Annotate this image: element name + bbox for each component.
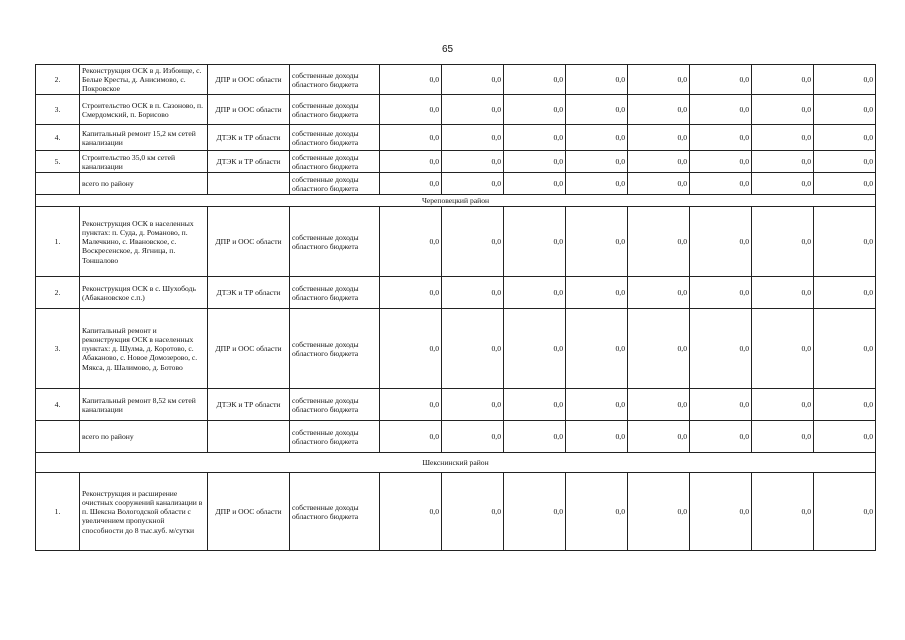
value-cell: 0,0 — [814, 95, 876, 125]
value-cell: 0,0 — [380, 125, 442, 151]
responsible-executor: ДПР и ООС области — [208, 207, 290, 277]
value-cell: 0,0 — [752, 277, 814, 309]
value-cell: 0,0 — [380, 389, 442, 421]
value-cell: 0,0 — [752, 65, 814, 95]
value-cell: 0,0 — [628, 125, 690, 151]
row-number — [36, 421, 80, 453]
district-header-row — [36, 453, 876, 473]
value-cell: 0,0 — [442, 421, 504, 453]
value-cell: 0,0 — [628, 309, 690, 389]
value-cell: 0,0 — [690, 309, 752, 389]
table-row — [36, 65, 876, 95]
value-cell: 0,0 — [566, 173, 628, 195]
value-cell: 0,0 — [752, 95, 814, 125]
table-row — [36, 95, 876, 125]
value-cell: 0,0 — [814, 473, 876, 551]
value-cell: 0,0 — [504, 125, 566, 151]
value-cell: 0,0 — [628, 151, 690, 173]
responsible-executor: ДТЭК и ТР области — [208, 151, 290, 173]
value-cell: 0,0 — [628, 277, 690, 309]
value-cell: 0,0 — [566, 309, 628, 389]
responsible-executor: ДПР и ООС области — [208, 95, 290, 125]
value-cell: 0,0 — [566, 389, 628, 421]
project-name: Реконструкция ОСК в с. Шухободь (Абакановское с.п.) — [80, 277, 208, 309]
project-name: всего по району — [80, 173, 208, 195]
value-cell: 0,0 — [380, 309, 442, 389]
district-title: Череповецкий район — [36, 195, 876, 207]
value-cell: 0,0 — [504, 207, 566, 277]
value-cell: 0,0 — [690, 65, 752, 95]
value-cell: 0,0 — [628, 207, 690, 277]
district-title: Шекснинский район — [36, 453, 876, 473]
value-cell: 0,0 — [566, 125, 628, 151]
row-number: 5. — [36, 151, 80, 173]
row-number: 3. — [36, 309, 80, 389]
funding-source: собственные доходы областного бюджета — [290, 125, 380, 151]
value-cell: 0,0 — [504, 309, 566, 389]
value-cell: 0,0 — [752, 125, 814, 151]
value-cell: 0,0 — [442, 389, 504, 421]
value-cell: 0,0 — [628, 421, 690, 453]
value-cell: 0,0 — [442, 473, 504, 551]
value-cell: 0,0 — [814, 277, 876, 309]
value-cell: 0,0 — [504, 473, 566, 551]
row-number: 3. — [36, 95, 80, 125]
funding-source: собственные доходы областного бюджета — [290, 277, 380, 309]
table-row — [36, 277, 876, 309]
row-number: 4. — [36, 389, 80, 421]
table-row — [36, 389, 876, 421]
page-number: 65 — [442, 44, 454, 55]
value-cell: 0,0 — [566, 473, 628, 551]
value-cell: 0,0 — [380, 173, 442, 195]
value-cell: 0,0 — [504, 421, 566, 453]
responsible-executor — [208, 421, 290, 453]
value-cell: 0,0 — [628, 173, 690, 195]
project-name: Капитальный ремонт 15,2 км сетей канализации — [80, 125, 208, 151]
value-cell: 0,0 — [628, 65, 690, 95]
value-cell: 0,0 — [442, 173, 504, 195]
value-cell: 0,0 — [442, 277, 504, 309]
budget-table — [35, 64, 876, 551]
value-cell: 0,0 — [566, 151, 628, 173]
table-row — [36, 309, 876, 389]
value-cell: 0,0 — [690, 473, 752, 551]
row-number — [36, 173, 80, 195]
value-cell: 0,0 — [814, 125, 876, 151]
row-number: 1. — [36, 207, 80, 277]
table-row — [36, 151, 876, 173]
responsible-executor: ДТЭК и ТР области — [208, 389, 290, 421]
project-name: Реконструкция ОСК в д. Избоище, с. Белые Кресты, д. Анисимово, с. Покровское — [80, 65, 208, 95]
value-cell: 0,0 — [380, 151, 442, 173]
value-cell: 0,0 — [752, 309, 814, 389]
value-cell: 0,0 — [380, 207, 442, 277]
value-cell: 0,0 — [380, 473, 442, 551]
row-number: 2. — [36, 277, 80, 309]
value-cell: 0,0 — [690, 95, 752, 125]
value-cell: 0,0 — [814, 173, 876, 195]
value-cell: 0,0 — [628, 95, 690, 125]
responsible-executor: ДПР и ООС области — [208, 309, 290, 389]
value-cell: 0,0 — [814, 421, 876, 453]
responsible-executor: ДПР и ООС области — [208, 65, 290, 95]
value-cell: 0,0 — [442, 125, 504, 151]
value-cell: 0,0 — [380, 421, 442, 453]
value-cell: 0,0 — [442, 151, 504, 173]
value-cell: 0,0 — [566, 421, 628, 453]
project-name: Капитальный ремонт 8,52 км сетей канализации — [80, 389, 208, 421]
value-cell: 0,0 — [690, 207, 752, 277]
responsible-executor: ДТЭК и ТР области — [208, 125, 290, 151]
funding-source: собственные доходы областного бюджета — [290, 207, 380, 277]
project-name: Строительство 35,0 км сетей канализации — [80, 151, 208, 173]
table-row — [36, 421, 876, 453]
value-cell: 0,0 — [380, 65, 442, 95]
value-cell: 0,0 — [814, 389, 876, 421]
value-cell: 0,0 — [442, 65, 504, 95]
funding-source: собственные доходы областного бюджета — [290, 473, 380, 551]
funding-source: собственные доходы областного бюджета — [290, 65, 380, 95]
value-cell: 0,0 — [752, 389, 814, 421]
value-cell: 0,0 — [566, 207, 628, 277]
value-cell: 0,0 — [628, 473, 690, 551]
project-name: Строительство ОСК в п. Сазоново, п. Смердомский, п. Борисово — [80, 95, 208, 125]
value-cell: 0,0 — [690, 151, 752, 173]
funding-source: собственные доходы областного бюджета — [290, 309, 380, 389]
row-number: 2. — [36, 65, 80, 95]
funding-source: собственные доходы областного бюджета — [290, 389, 380, 421]
table-row — [36, 473, 876, 551]
value-cell: 0,0 — [690, 389, 752, 421]
funding-source: собственные доходы областного бюджета — [290, 173, 380, 195]
value-cell: 0,0 — [690, 277, 752, 309]
project-name: всего по району — [80, 421, 208, 453]
responsible-executor: ДТЭК и ТР области — [208, 277, 290, 309]
project-name: Реконструкция ОСК в населенных пунктах: п. Суда, д. Романово, п. Малечкино, с. Ивановское, с. Воскресенское, д. Ягница, п. Тоншалово — [80, 207, 208, 277]
project-name: Реконструкция и расширение очистных сооружений канализации в п. Шексна Вологодской области с увеличением пропускной способности до 8 тыс.куб. м/сутки — [80, 473, 208, 551]
value-cell: 0,0 — [628, 389, 690, 421]
value-cell: 0,0 — [752, 421, 814, 453]
value-cell: 0,0 — [442, 207, 504, 277]
value-cell: 0,0 — [380, 277, 442, 309]
value-cell: 0,0 — [752, 173, 814, 195]
district-header-row — [36, 195, 876, 207]
value-cell: 0,0 — [504, 277, 566, 309]
value-cell: 0,0 — [690, 421, 752, 453]
value-cell: 0,0 — [814, 207, 876, 277]
table-row — [36, 207, 876, 277]
row-number: 4. — [36, 125, 80, 151]
value-cell: 0,0 — [690, 173, 752, 195]
funding-source: собственные доходы областного бюджета — [290, 421, 380, 453]
responsible-executor: ДПР и ООС области — [208, 473, 290, 551]
table-body — [36, 65, 876, 551]
value-cell: 0,0 — [752, 151, 814, 173]
value-cell: 0,0 — [752, 473, 814, 551]
table-row — [36, 125, 876, 151]
value-cell: 0,0 — [814, 309, 876, 389]
value-cell: 0,0 — [504, 95, 566, 125]
value-cell: 0,0 — [504, 65, 566, 95]
value-cell: 0,0 — [814, 65, 876, 95]
value-cell: 0,0 — [814, 151, 876, 173]
value-cell: 0,0 — [504, 389, 566, 421]
value-cell: 0,0 — [442, 309, 504, 389]
value-cell: 0,0 — [690, 125, 752, 151]
value-cell: 0,0 — [442, 95, 504, 125]
value-cell: 0,0 — [566, 277, 628, 309]
table-row — [36, 173, 876, 195]
value-cell: 0,0 — [504, 151, 566, 173]
value-cell: 0,0 — [566, 65, 628, 95]
row-number: 1. — [36, 473, 80, 551]
value-cell: 0,0 — [504, 173, 566, 195]
responsible-executor — [208, 173, 290, 195]
value-cell: 0,0 — [752, 207, 814, 277]
project-name: Капитальный ремонт и реконструкция ОСК в населенных пунктах: д. Шулма, д. Коротово, с. Абаканово, с. Новое Домозерово, с. Мякса, д. Шалимово, д. Ботово — [80, 309, 208, 389]
funding-source: собственные доходы областного бюджета — [290, 151, 380, 173]
value-cell: 0,0 — [566, 95, 628, 125]
value-cell: 0,0 — [380, 95, 442, 125]
funding-source: собственные доходы областного бюджета — [290, 95, 380, 125]
